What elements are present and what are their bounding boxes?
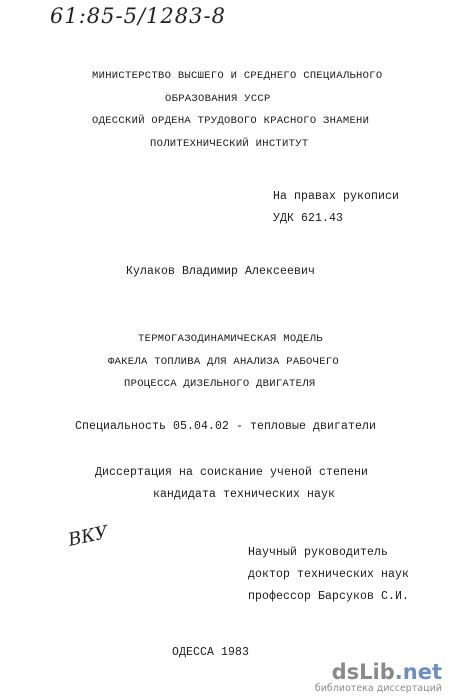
institute-line: ОДЕССКИЙ ОРДЕНА ТРУДОВОГО КРАСНОГО ЗНАМЕНИ — [92, 115, 370, 127]
supervisor-name: профессор Барсуков С.И. — [248, 590, 410, 603]
udc-code: УДК 621.43 — [273, 212, 344, 225]
watermark-subtitle: библиотека диссертаций — [314, 683, 442, 694]
supervisor-label: Научный руководитель — [248, 546, 389, 559]
title-line-1: ТЕРМОГАЗОДИНАМИЧЕСКАЯ МОДЕЛЬ — [138, 333, 323, 345]
manuscript-rights: На правах рукописи — [273, 190, 400, 203]
title-line-3: ПРОЦЕССА ДИЗЕЛЬНОГО ДВИГАТЕЛЯ — [124, 378, 316, 390]
ministry-line: МИНИСТЕРСТВО ВЫСШЕГО И СРЕДНЕГО СПЕЦИАЛЬНОГО — [92, 70, 383, 82]
signature: ВКУ — [66, 522, 110, 551]
city-year: ОДЕССА 1983 — [172, 646, 250, 659]
title-line-2: ФАКЕЛА ТОПЛИВА ДЛЯ АНАЛИЗА РАБОЧЕГО — [108, 356, 340, 368]
ministry-line-2: ОБРАЗОВАНИЯ УССР — [165, 93, 271, 105]
archive-number-handwritten: 61:85-5/1283-8 — [50, 4, 226, 28]
degree-line-2: кандидата технических наук — [153, 488, 336, 501]
degree-line-1: Диссертация на соискание ученой степени — [95, 466, 369, 479]
specialty-line: Специальность 05.04.02 - тепловые двигатели — [75, 420, 377, 433]
author-name: Кулаков Владимир Алексеевич — [126, 265, 316, 278]
institute-line-2: ПОЛИТЕХНИЧЕСКИЙ ИНСТИТУТ — [150, 138, 309, 150]
supervisor-degree: доктор технических наук — [248, 568, 410, 581]
watermark-logo: dsLib.net — [331, 660, 442, 684]
watermark — [315, 661, 442, 694]
